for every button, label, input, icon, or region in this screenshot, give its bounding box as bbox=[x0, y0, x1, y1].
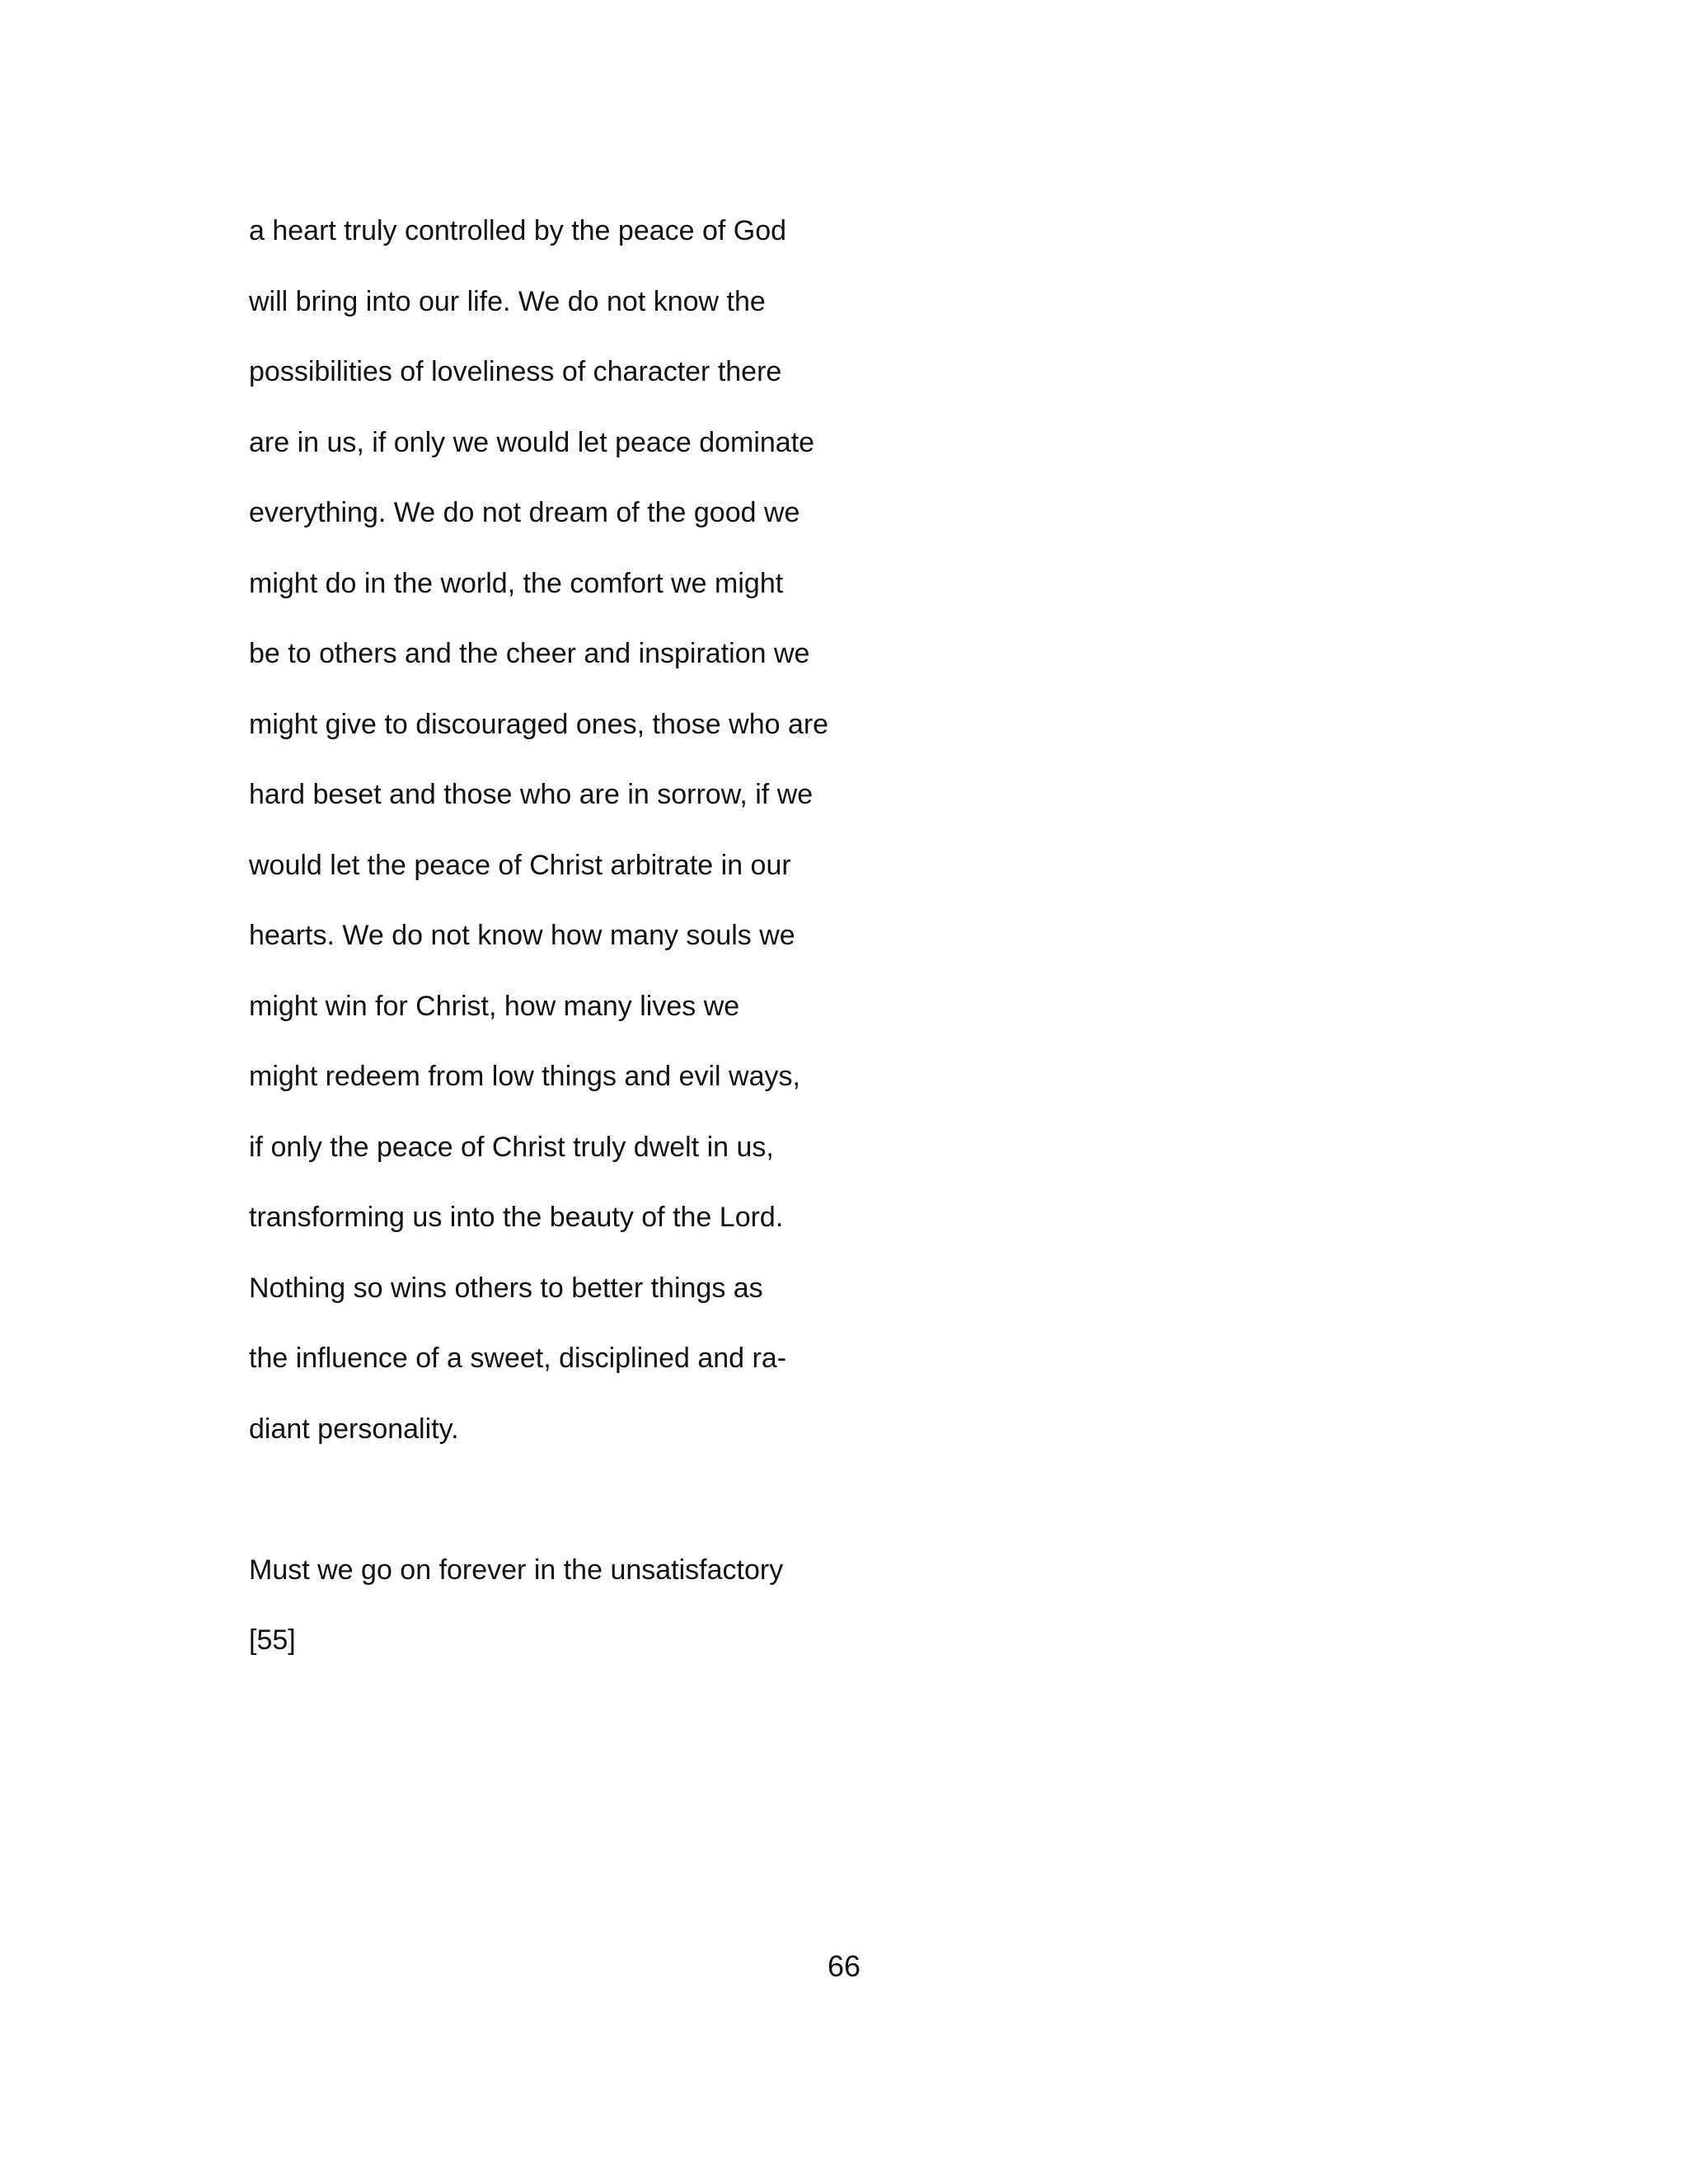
text-line: the influence of a sweet, disciplined and ra- bbox=[249, 1343, 787, 1374]
page-number: 66 bbox=[827, 1949, 861, 1983]
original-page-marker: [55] bbox=[249, 1624, 296, 1656]
text-line: Must we go on forever in the unsatisfactory bbox=[249, 1554, 784, 1586]
text-line: would let the peace of Christ arbitrate in our bbox=[249, 849, 791, 881]
text-line: hearts. We do not know how many souls we bbox=[249, 920, 795, 951]
text-line: transforming us into the beauty of the Lord. bbox=[249, 1202, 784, 1233]
text-line: Nothing so wins others to better things as bbox=[249, 1272, 763, 1304]
text-line: be to others and the cheer and inspiration we bbox=[249, 638, 810, 669]
text-line: will bring into our life. We do not know the bbox=[249, 285, 766, 317]
text-line: might give to discouraged ones, those who are bbox=[249, 708, 829, 740]
text-line: might win for Christ, how many lives we bbox=[249, 990, 740, 1022]
body-text bbox=[249, 196, 1156, 1676]
text-line: if only the peace of Christ truly dwelt in us, bbox=[249, 1131, 774, 1163]
text-line: diant personality. bbox=[249, 1413, 459, 1445]
paragraph-spacer bbox=[249, 1465, 1156, 1535]
text-line: hard beset and those who are in sorrow, if we bbox=[249, 779, 814, 810]
text-line: might do in the world, the comfort we might bbox=[249, 567, 784, 599]
text-line: might redeem from low things and evil ways, bbox=[249, 1061, 800, 1092]
text-line: everything. We do not dream of the good we bbox=[249, 497, 800, 528]
text-line: a heart truly controlled by the peace of God bbox=[249, 215, 787, 246]
text-line: possibilities of loveliness of character there bbox=[249, 356, 782, 387]
text-line: are in us, if only we would let peace dominate bbox=[249, 426, 815, 458]
paragraph-1 bbox=[249, 196, 1156, 1465]
paragraph-2 bbox=[249, 1535, 1156, 1606]
